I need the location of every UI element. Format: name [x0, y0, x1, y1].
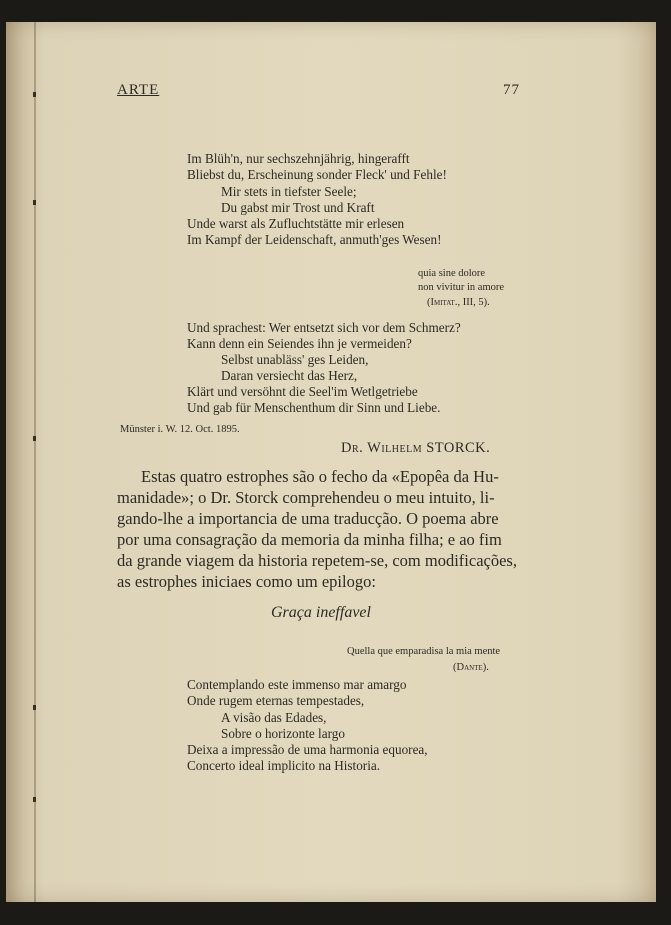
- poem-title: Graça ineffavel: [271, 604, 371, 621]
- poem-line: Im Kampf der Leidenschaft, anmuth'ges Wesen!: [187, 232, 442, 247]
- signature: Dr. Wilhelm STORCK.: [341, 440, 491, 456]
- poem-line: Concerto ideal implicito na Historia.: [187, 758, 381, 773]
- poem-line: Bliebst du, Erscheinung sonder Fleck' und Fehle!: [187, 167, 447, 182]
- poem-line: Selbst unabläss' ges Leiden,: [221, 352, 369, 367]
- prose-line: Estas quatro estrophes são o fecho da «Epopêa da Hu-: [141, 467, 499, 486]
- epigraph-line: Quella que emparadisa la mia mente: [347, 646, 501, 657]
- prose-line: da grande viagem da historia repetem-se, com modificações,: [117, 551, 517, 570]
- running-header-section: ARTE: [117, 82, 160, 98]
- poem-line: Unde warst als Zufluchtstätte mir erlesen: [187, 216, 405, 231]
- poem-line: Du gabst mir Trost und Kraft: [221, 200, 375, 215]
- poem-line: Kann denn ein Seiendes ihn je vermeiden?: [187, 336, 412, 351]
- poem-line: Sobre o horizonte largo: [221, 726, 345, 741]
- epigraph-source: (Imitat., III, 5).: [427, 297, 490, 308]
- prose-line: gando-lhe a importancia de uma traducção. O poema abre: [117, 509, 499, 528]
- binding-mark: [33, 705, 36, 710]
- page-number: 77: [503, 82, 520, 98]
- prose-line: por uma consagração da memoria da minha filha; e ao fim: [117, 530, 502, 549]
- poem-line: Mir stets in tiefster Seele;: [221, 184, 357, 199]
- epigraph-line: quia sine dolore: [418, 268, 486, 279]
- page-gutter: [34, 22, 36, 902]
- poem-line: Und sprachest: Wer entsetzt sich vor dem Schmerz?: [187, 320, 461, 335]
- poem-line: Deixa a impressão de uma harmonia equorea,: [187, 742, 428, 757]
- binding-mark: [33, 200, 36, 205]
- prose-line: as estrophes iniciaes como um epilogo:: [117, 572, 376, 591]
- binding-mark: [33, 797, 36, 802]
- epigraph-line: non vivitur in amore: [418, 282, 505, 293]
- prose-line: manidade»; o Dr. Storck comprehendeu o meu intuito, li-: [117, 488, 495, 507]
- binding-mark: [33, 92, 36, 97]
- epigraph-source: (Dante).: [453, 662, 489, 673]
- dateline: Münster i. W. 12. Oct. 1895.: [120, 424, 240, 435]
- poem-line: Contemplando este immenso mar amargo: [187, 677, 407, 692]
- poem-line: Daran versiecht das Herz,: [221, 368, 358, 383]
- poem-line: Onde rugem eternas tempestades,: [187, 693, 365, 708]
- poem-line: A visão das Edades,: [221, 710, 327, 725]
- poem-line: Klärt und versöhnt die Seel'im Wetlgetriebe: [187, 384, 418, 399]
- poem-line: Und gab für Menschenthum dir Sinn und Liebe.: [187, 400, 441, 415]
- binding-mark: [33, 436, 36, 441]
- poem-line: Im Blüh'n, nur sechszehnjährig, hingerafft: [187, 151, 410, 166]
